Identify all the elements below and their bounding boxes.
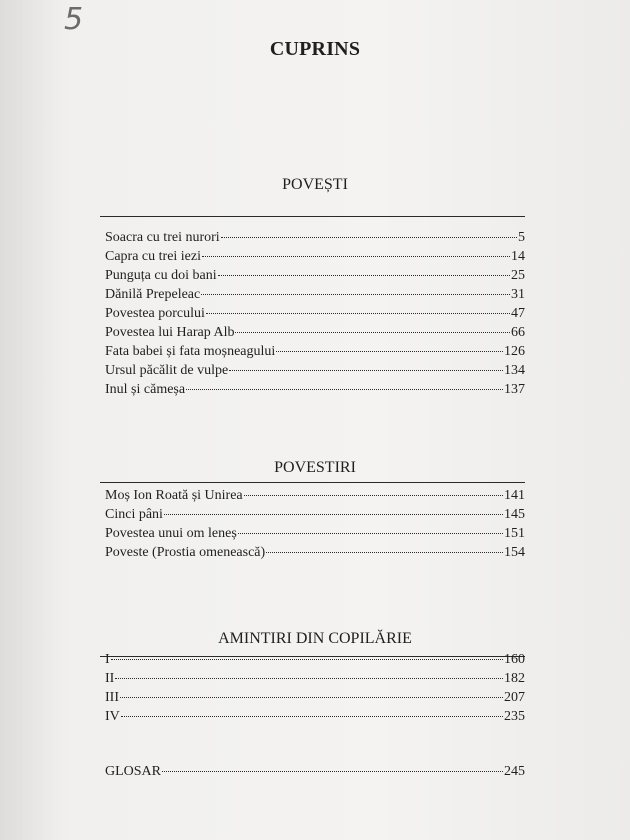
- leader-dots: [115, 677, 503, 679]
- leader-dots: [235, 331, 510, 333]
- entry-title: Inul și cămeșa: [105, 382, 186, 397]
- entry-page: 66: [511, 325, 525, 340]
- entry-page: 145: [504, 507, 525, 522]
- entry-page: 31: [511, 287, 525, 302]
- toc-entry: [105, 285, 525, 304]
- leader-dots: [201, 293, 510, 295]
- entry-page: 47: [511, 306, 525, 321]
- entry-page: 245: [504, 764, 525, 779]
- toc-entry: [105, 543, 525, 562]
- toc-list-glossary: [105, 762, 525, 781]
- leader-dots: [244, 494, 503, 496]
- page-shadow: [0, 0, 60, 840]
- leader-dots: [164, 513, 503, 515]
- entry-page: 137: [504, 382, 525, 397]
- toc-entry: [105, 524, 525, 543]
- toc-entry: [105, 486, 525, 505]
- page-title: CUPRINS: [269, 38, 361, 60]
- entry-page: 126: [504, 344, 525, 359]
- entry-title: Punguța cu doi bani: [105, 268, 217, 283]
- toc-list-povestiri: [105, 486, 525, 562]
- toc-entry: [105, 361, 525, 380]
- entry-title: GLOSAR: [105, 764, 162, 779]
- entry-page: 207: [504, 690, 525, 705]
- leader-dots: [202, 255, 510, 257]
- entry-title: Moș Ion Roată și Unirea: [105, 488, 243, 503]
- toc-entry: [105, 247, 525, 266]
- entry-title: II: [105, 671, 115, 686]
- leader-dots: [186, 388, 503, 390]
- section-title-povestiri: POVESTIRI: [274, 459, 356, 476]
- leader-dots: [121, 715, 503, 717]
- entry-title: Povestea porcului: [105, 306, 205, 321]
- toc-list-povesti: [105, 228, 525, 399]
- entry-page: 151: [504, 526, 525, 541]
- handwritten-mark: 5: [64, 2, 84, 37]
- leader-dots: [162, 770, 503, 772]
- leader-dots: [276, 350, 503, 352]
- entry-title: Ursul păcălit de vulpe: [105, 363, 229, 378]
- toc-entry: [105, 323, 525, 342]
- entry-page: 160: [504, 652, 525, 667]
- section-divider: [100, 482, 525, 483]
- entry-title: Fata babei și fata moșneagului: [105, 344, 276, 359]
- toc-entry: [105, 505, 525, 524]
- leader-dots: [206, 312, 510, 314]
- toc-entry: [105, 688, 525, 707]
- toc-entry: [105, 304, 525, 323]
- toc-entry: [105, 707, 525, 726]
- entry-page: 154: [504, 545, 525, 560]
- toc-entry: [105, 669, 525, 688]
- entry-title: III: [105, 690, 119, 705]
- entry-title: Capra cu trei iezi: [105, 249, 202, 264]
- entry-title: IV: [105, 709, 120, 724]
- leader-dots: [111, 658, 503, 660]
- toc-entry: [105, 650, 525, 669]
- entry-page: 5: [518, 230, 525, 245]
- toc-list-amintiri: [105, 650, 525, 726]
- entry-title: Povestea lui Harap Alb: [105, 325, 235, 340]
- entry-page: 14: [511, 249, 525, 264]
- toc-entry: [105, 342, 525, 361]
- section-divider: [100, 216, 525, 217]
- entry-title: Dănilă Prepeleac: [105, 287, 201, 302]
- entry-title: Cinci pâni: [105, 507, 163, 522]
- entry-title: Soacra cu trei nurori: [105, 230, 220, 245]
- leader-dots: [221, 236, 517, 238]
- entry-page: 235: [504, 709, 525, 724]
- entry-page: 141: [504, 488, 525, 503]
- entry-title: Poveste (Prostia omenească): [105, 545, 266, 560]
- leader-dots: [120, 696, 503, 698]
- leader-dots: [229, 369, 503, 371]
- entry-page: 25: [511, 268, 525, 283]
- entry-page: 134: [504, 363, 525, 378]
- section-title-povesti: POVEȘTI: [282, 176, 348, 193]
- entry-page: 182: [504, 671, 525, 686]
- toc-entry: [105, 228, 525, 247]
- toc-entry-glossary: [105, 762, 525, 781]
- toc-entry: [105, 380, 525, 399]
- section-title-amintiri: AMINTIRI DIN COPILĂRIE: [218, 630, 412, 647]
- leader-dots: [218, 274, 510, 276]
- leader-dots: [238, 532, 503, 534]
- toc-entry: [105, 266, 525, 285]
- leader-dots: [266, 551, 503, 553]
- entry-title: Povestea unui om leneș: [105, 526, 237, 541]
- entry-title: I: [105, 652, 110, 667]
